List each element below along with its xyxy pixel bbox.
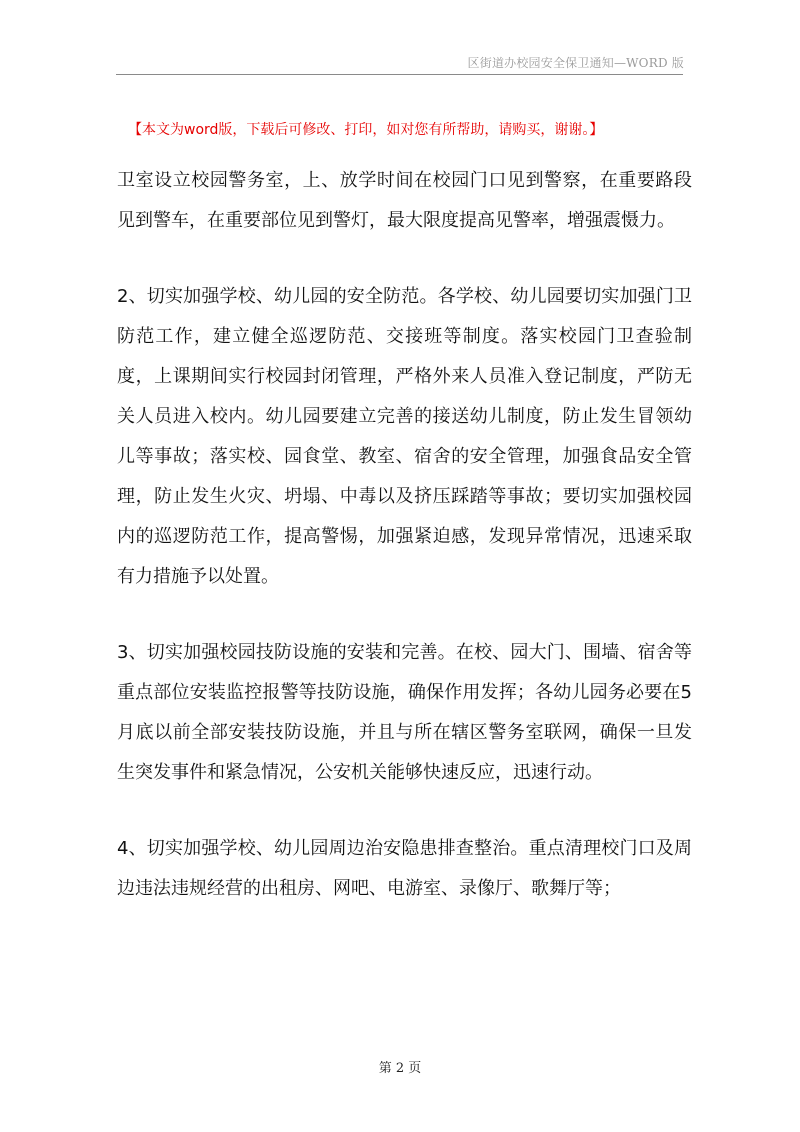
- page-number: 第 2 页: [378, 1061, 422, 1076]
- paragraph-item-2: 2、切实加强学校、幼儿园的安全防范。各学校、幼儿园要切实加强门卫防范工作，建立健全巡逻防范、交接班等制度。落实校园门卫查验制度，上课期间实行校园封闭管理，严格外来人员准入登记制度，严防无关人员进入校内。幼儿园要建立完善的接送幼儿制度，防止发生冒领幼儿等事故；落实校、园食堂、教室、宿舍的安全管理，加强食品安全管理，防止发生火灾、坍塌、中毒以及挤压踩踏等事故；要切实加强校园内的巡逻防范工作，提高警惕，加强紧迫感，发现异常情况，迅速采取有力措施予以处置。: [117, 286, 692, 587]
- paragraph-item-4: 4、切实加强学校、幼儿园周边治安隐患排查整治。重点清理校门口及周边违法违规经营的出租房、网吧、电游室、录像厅、歌舞厅等；: [117, 838, 692, 899]
- paragraph-item-3: 3、切实加强校园技防设施的安装和完善。在校、园大门、围墙、宿舍等重点部位安装监控报警等技防设施，确保作用发挥；各幼儿园务必要在5月底以前全部安装技防设施，并且与所在辖区警务室联网，确保一旦发生突发事件和紧急情况，公安机关能够快速反应，迅速行动。: [117, 642, 692, 783]
- paragraph-continuation: 卫室设立校园警务室，上、放学时间在校园门口见到警察，在重要路段见到警车，在重要部位见到警灯，最大限度提高见警率，增强震慑力。: [117, 170, 692, 231]
- document-header-title: 区街道办校园安全保卫通知—WORD 版: [467, 56, 684, 70]
- header-divider: [116, 74, 683, 75]
- document-body: [117, 161, 692, 909]
- download-notice: 【本文为word版，下载后可修改、打印，如对您有所帮助，请购买，谢谢。】: [128, 122, 604, 138]
